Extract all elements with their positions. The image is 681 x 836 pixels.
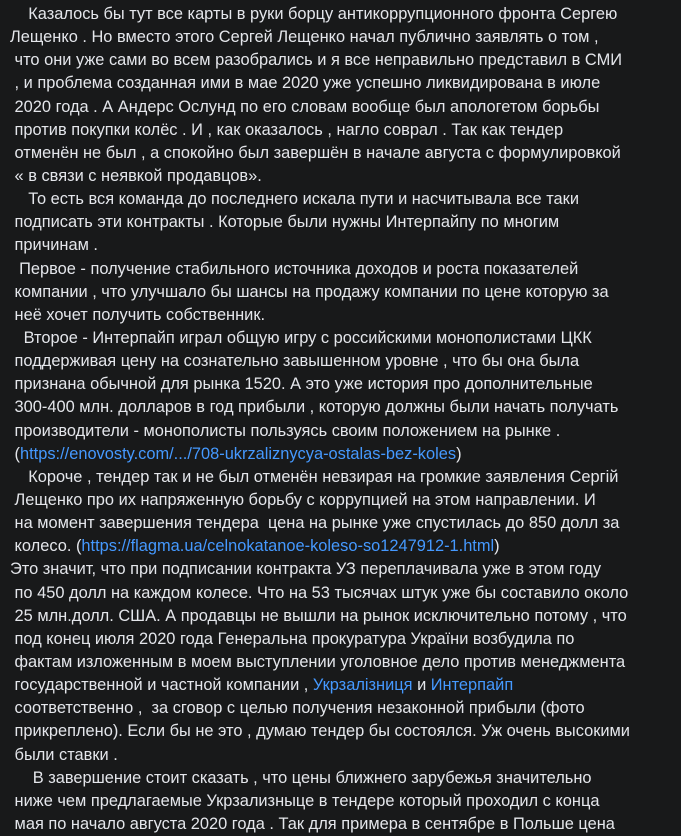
text-line: подписать эти контракты . Которые были нужны Интерпайпу по многим — [10, 213, 560, 232]
paren-close: ) — [456, 444, 462, 463]
paren-close: ) — [494, 537, 500, 556]
text-line: против покупки колёс . И , как оказалось , нагло соврал . Так как тендер — [10, 120, 564, 139]
text-line-with-mentions — [10, 674, 671, 697]
text-line: соответственно , за сговор с целью получения незаконной прибыли (фото — [10, 699, 585, 718]
text-line: причинам . — [10, 236, 98, 255]
text-line: неё хочет получить собственник. — [10, 305, 266, 324]
text-line: ниже чем предлагаемые Укрзализныце в тендере который проходил с конца — [10, 791, 600, 810]
text-line: отменён не был , а спокойно был завершён в начале августа с формулировкой — [10, 143, 621, 162]
text-line: 25 млн.долл. США. А продавцы не вышли на рынок исключительно потому , что — [10, 606, 627, 625]
text-segment: и — [412, 676, 431, 695]
paren-open: ( — [10, 444, 21, 463]
text-line: компании , что улучшало бы шансы на продажу компании по цене которую за — [10, 282, 609, 301]
text-line-with-link — [10, 443, 671, 466]
text-line: признана обычной для рынка 1520. А это уже история про дополнительные — [10, 375, 593, 394]
text-line: Первое - получение стабильного источника доходов и роста показателей — [10, 259, 579, 278]
mention-ukrzaliznytsia[interactable]: Укрзалізниця — [312, 676, 413, 695]
text-line: фактам изложенным в моем выступлении уголовное дело против менеджмента — [10, 652, 626, 671]
text-line: Лещенко про их напряженную борьбу с коррупцией на этом направлении. И — [10, 490, 596, 509]
text-line: были ставки . — [10, 745, 118, 764]
text-line: Лещенко . Но вместо этого Сергей Лещенко начал публично заявлять о том , — [10, 28, 599, 47]
text-line: Казалось бы тут все карты в руки борцу антикоррупционного фронта Сергею — [10, 5, 618, 23]
text-segment: колесо. ( — [10, 537, 82, 556]
enovosty-link[interactable]: https://enovosty.com/.../708-ukrzaliznycya-ostalas-bez-koles — [20, 444, 457, 463]
text-line: В завершение стоит сказать , что цены ближнего зарубежья значительно — [10, 768, 592, 787]
text-line: по 450 долл на каждом колесе. Что на 53 тысячах штук уже бы составило около — [10, 583, 629, 602]
text-line: То есть вся команда до последнего искала пути и насчитывала все таки — [10, 190, 579, 209]
mention-interpipe[interactable]: Интерпайп — [430, 676, 514, 695]
text-line: прикреплено). Если бы не это , думаю тендер бы состоялся. Уж очень высокими — [10, 722, 630, 741]
text-line-with-link — [10, 535, 671, 558]
text-line: « в связи с неявкой продавцов». — [10, 166, 262, 185]
text-line: Второе - Интерпайп играл общую игру с российскими монополистами ЦКК — [10, 328, 592, 347]
text-line: 300-400 млн. долларов в год прибыли , которую должны были начать получать — [10, 398, 619, 417]
text-line: под конец июля 2020 года Генеральна прокуратура України возбудила по — [10, 629, 575, 648]
text-line: производители - монополисты пользуясь своим положением на рынке . — [10, 421, 561, 440]
text-segment: государственной и частной компании , — [10, 676, 313, 695]
text-line: мая по начало августа 2020 года . Так для примера в сентябре в Польше цена — [10, 814, 615, 833]
text-line: поддерживая цену на сознательно завышенном уровне , что бы она была — [10, 352, 580, 371]
text-line: 2020 года . А Андерс Ослунд по его словам вообще был апологетом борьбы — [10, 97, 600, 116]
text-line: , и проблема созданная ими в мае 2020 уже успешно ликвидирована в июле — [10, 74, 601, 93]
flagma-link[interactable]: https://flagma.ua/celnokatanoe-koleso-so1247912-1.html — [81, 537, 495, 556]
text-line: что они уже сами во всем разобрались и я все неправильно представил в СМИ — [10, 51, 622, 70]
text-line: Короче , тендер так и не был отменён невзирая на громкие заявления Сергій — [10, 467, 619, 486]
text-line: на момент завершения тендера цена на рынке уже спустилась до 850 долл за — [10, 514, 620, 533]
text-line: Это значит, что при подписании контракта УЗ переплачивала уже в этом году — [10, 560, 602, 579]
